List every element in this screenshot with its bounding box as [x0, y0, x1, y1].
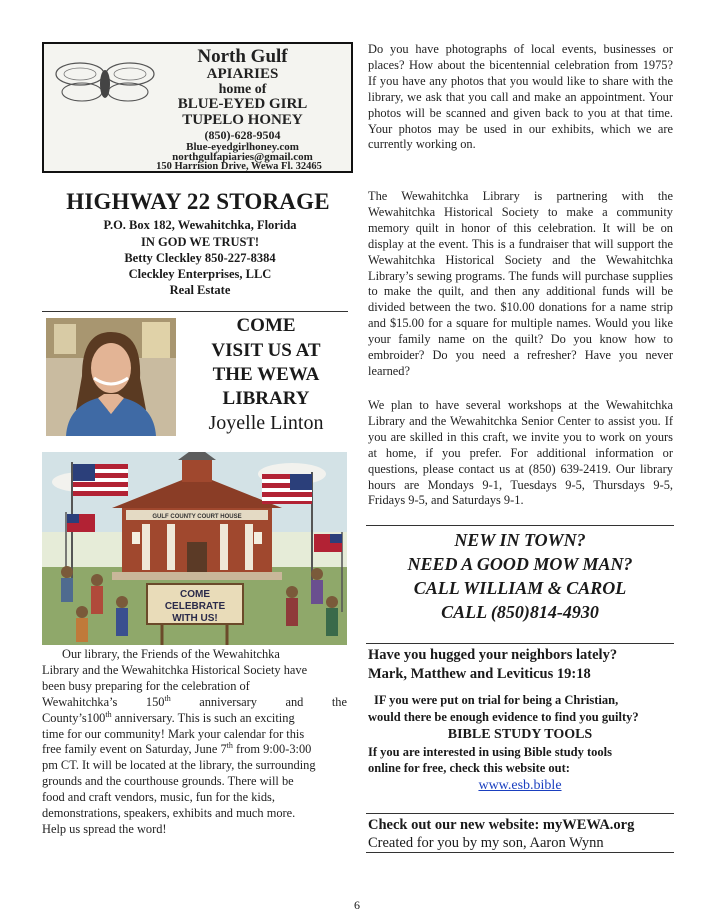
apiaries-brand-line1: BLUE-EYED GIRL	[177, 96, 308, 112]
visit-line: COME	[236, 315, 296, 336]
mow-ad-line: CALL WILLIAM & CAROL	[413, 578, 627, 598]
divider	[42, 311, 348, 312]
divider	[366, 643, 674, 644]
photo-request-paragraph: Do you have photographs of local events, businesses or places? How about the bicentennial celebration from 1975? If you have any photos that you would like to share with the library, we ask that you call and make an appointment. Your photos will be scanned and given back to you at that time. Your photos may be used in our exhibits, which we are currently working on.	[368, 42, 673, 152]
article-line: Our library, the Friends of the Wewahitchka	[62, 647, 280, 661]
visit-line: LIBRARY	[222, 388, 310, 409]
bible-tools-title: BIBLE STUDY TOOLS	[447, 727, 593, 742]
apiaries-address: 150 Harrision Drive, Wewa Fl. 32465	[156, 161, 322, 172]
apiaries-brand-line2: TUPELO HONEY	[182, 112, 303, 128]
apiaries-website: Blue-eyedgirlhoney.com	[186, 141, 299, 153]
website-line: Check out our new website: myWEWA.org	[368, 817, 635, 833]
article-line: Wewahitchka’s 150th anniversary and the	[42, 693, 347, 709]
divider	[366, 852, 674, 853]
bible-tools-text: If you are interested in using Bible study tools	[368, 745, 613, 759]
storage-line: Real Estate	[169, 283, 231, 297]
divider	[366, 525, 674, 526]
bible-tools-text: online for free, check this website out:	[368, 761, 570, 775]
visit-line: THE WEWA	[212, 364, 320, 385]
article-line: demonstrations, speakers, exhibits and much more.	[42, 806, 296, 821]
article-left	[42, 647, 347, 838]
article-line: time for our community! Mark your calendar for this	[42, 726, 305, 741]
apiaries-email: northgulfapiaries@gmail.com	[172, 151, 313, 163]
article-line: been busy preparing for the celebration of	[42, 678, 250, 693]
hug-line: Have you hugged your neighbors lately?	[368, 647, 618, 663]
article-line: County’s100th anniversary. This is such an exciting	[42, 709, 295, 725]
storage-title: HIGHWAY 22 STORAGE	[66, 189, 330, 214]
contact-name: Joyelle Linton	[208, 412, 324, 434]
portrait-photo	[46, 318, 176, 436]
storage-line: Betty Cleckley 850-227-8384	[124, 251, 276, 265]
courthouse-sign: GULF COUNTY COURT HOUSE	[152, 514, 242, 520]
storage-line: P.O. Box 182, Wewahitchka, Florida	[103, 218, 297, 232]
sign-line: COME	[180, 589, 210, 600]
website-credit: Created for you by my son, Aaron Wynn	[368, 835, 604, 851]
article-line: pm CT. It will be located at the library, the surrounding	[42, 758, 316, 773]
sign-line: CELEBRATE	[164, 601, 226, 612]
article-line: food and craft vendors, music, fun for the kids,	[42, 790, 275, 805]
page-number: 6	[354, 898, 360, 912]
trial-line: would there be enough evidence to find you guilty?	[368, 710, 639, 724]
quilt-paragraph: The Wewahitchka Library is partnering with the Wewahitchka Historical Society to make a community memory quilt in honor of this celebration. It will be on display at the event. This is a fundraiser that will support the Wewahitchka Historical Society and the Wewahitchka Library’s sewing programs. The funds will purchase supplies to make the quilt, and then any additional funds will be divided between the two. $10.00 donations for a name strip and $15.00 for a square for multiple names. Would you like your family name on the quilt? Do you know how to embroider? Do you need a refresher? Have you never learned?	[368, 189, 673, 378]
article-line: grounds and the courthouse grounds. There will be	[42, 774, 294, 789]
apiaries-ad	[42, 42, 353, 173]
mow-ad-line: NEED A GOOD MOW MAN?	[407, 554, 633, 574]
storage-line: IN GOD WE TRUST!	[141, 235, 259, 249]
mow-ad-line: CALL (850)814-4930	[441, 602, 599, 622]
article-line: Help us spread the word!	[42, 821, 167, 836]
celebration-illustration	[42, 452, 347, 645]
article-line: free family event on Saturday, June 7th from 9:00-3:00	[42, 741, 312, 757]
trial-line: IF you were put on trial for being a Christian,	[374, 693, 619, 707]
mow-ad-line: NEW IN TOWN?	[454, 530, 586, 550]
sign-line: WITH US!	[172, 613, 218, 624]
workshop-paragraph: We plan to have several workshops at the Wewahitchka Library and the Wewahitchka Senior Center to assist you. If you are skilled in this craft, we invite you to work on yours at home, if you prefer. For additional information or questions, please contact us at (850) 639-2419. Our library hours are Mondays 9-1, Tuesdays 9-5, Thursdays 9-5, Fridays 9-5, and Saturdays 9-1.	[368, 398, 673, 508]
apiaries-name: North Gulf	[197, 46, 288, 67]
divider	[366, 813, 674, 814]
visit-line: VISIT US AT	[211, 340, 321, 361]
article-line: Library and the Wewahitchka Historical Society have	[42, 662, 308, 677]
bible-study-link[interactable]: www.esb.bible	[478, 778, 562, 793]
apiaries-home-of: home of	[218, 82, 267, 97]
hug-verse: Mark, Matthew and Leviticus 19:18	[368, 666, 591, 682]
storage-line: Cleckley Enterprises, LLC	[128, 267, 272, 281]
apiaries-phone: (850)-628-9504	[204, 128, 281, 142]
apiaries-subtitle: APIARIES	[206, 66, 279, 82]
